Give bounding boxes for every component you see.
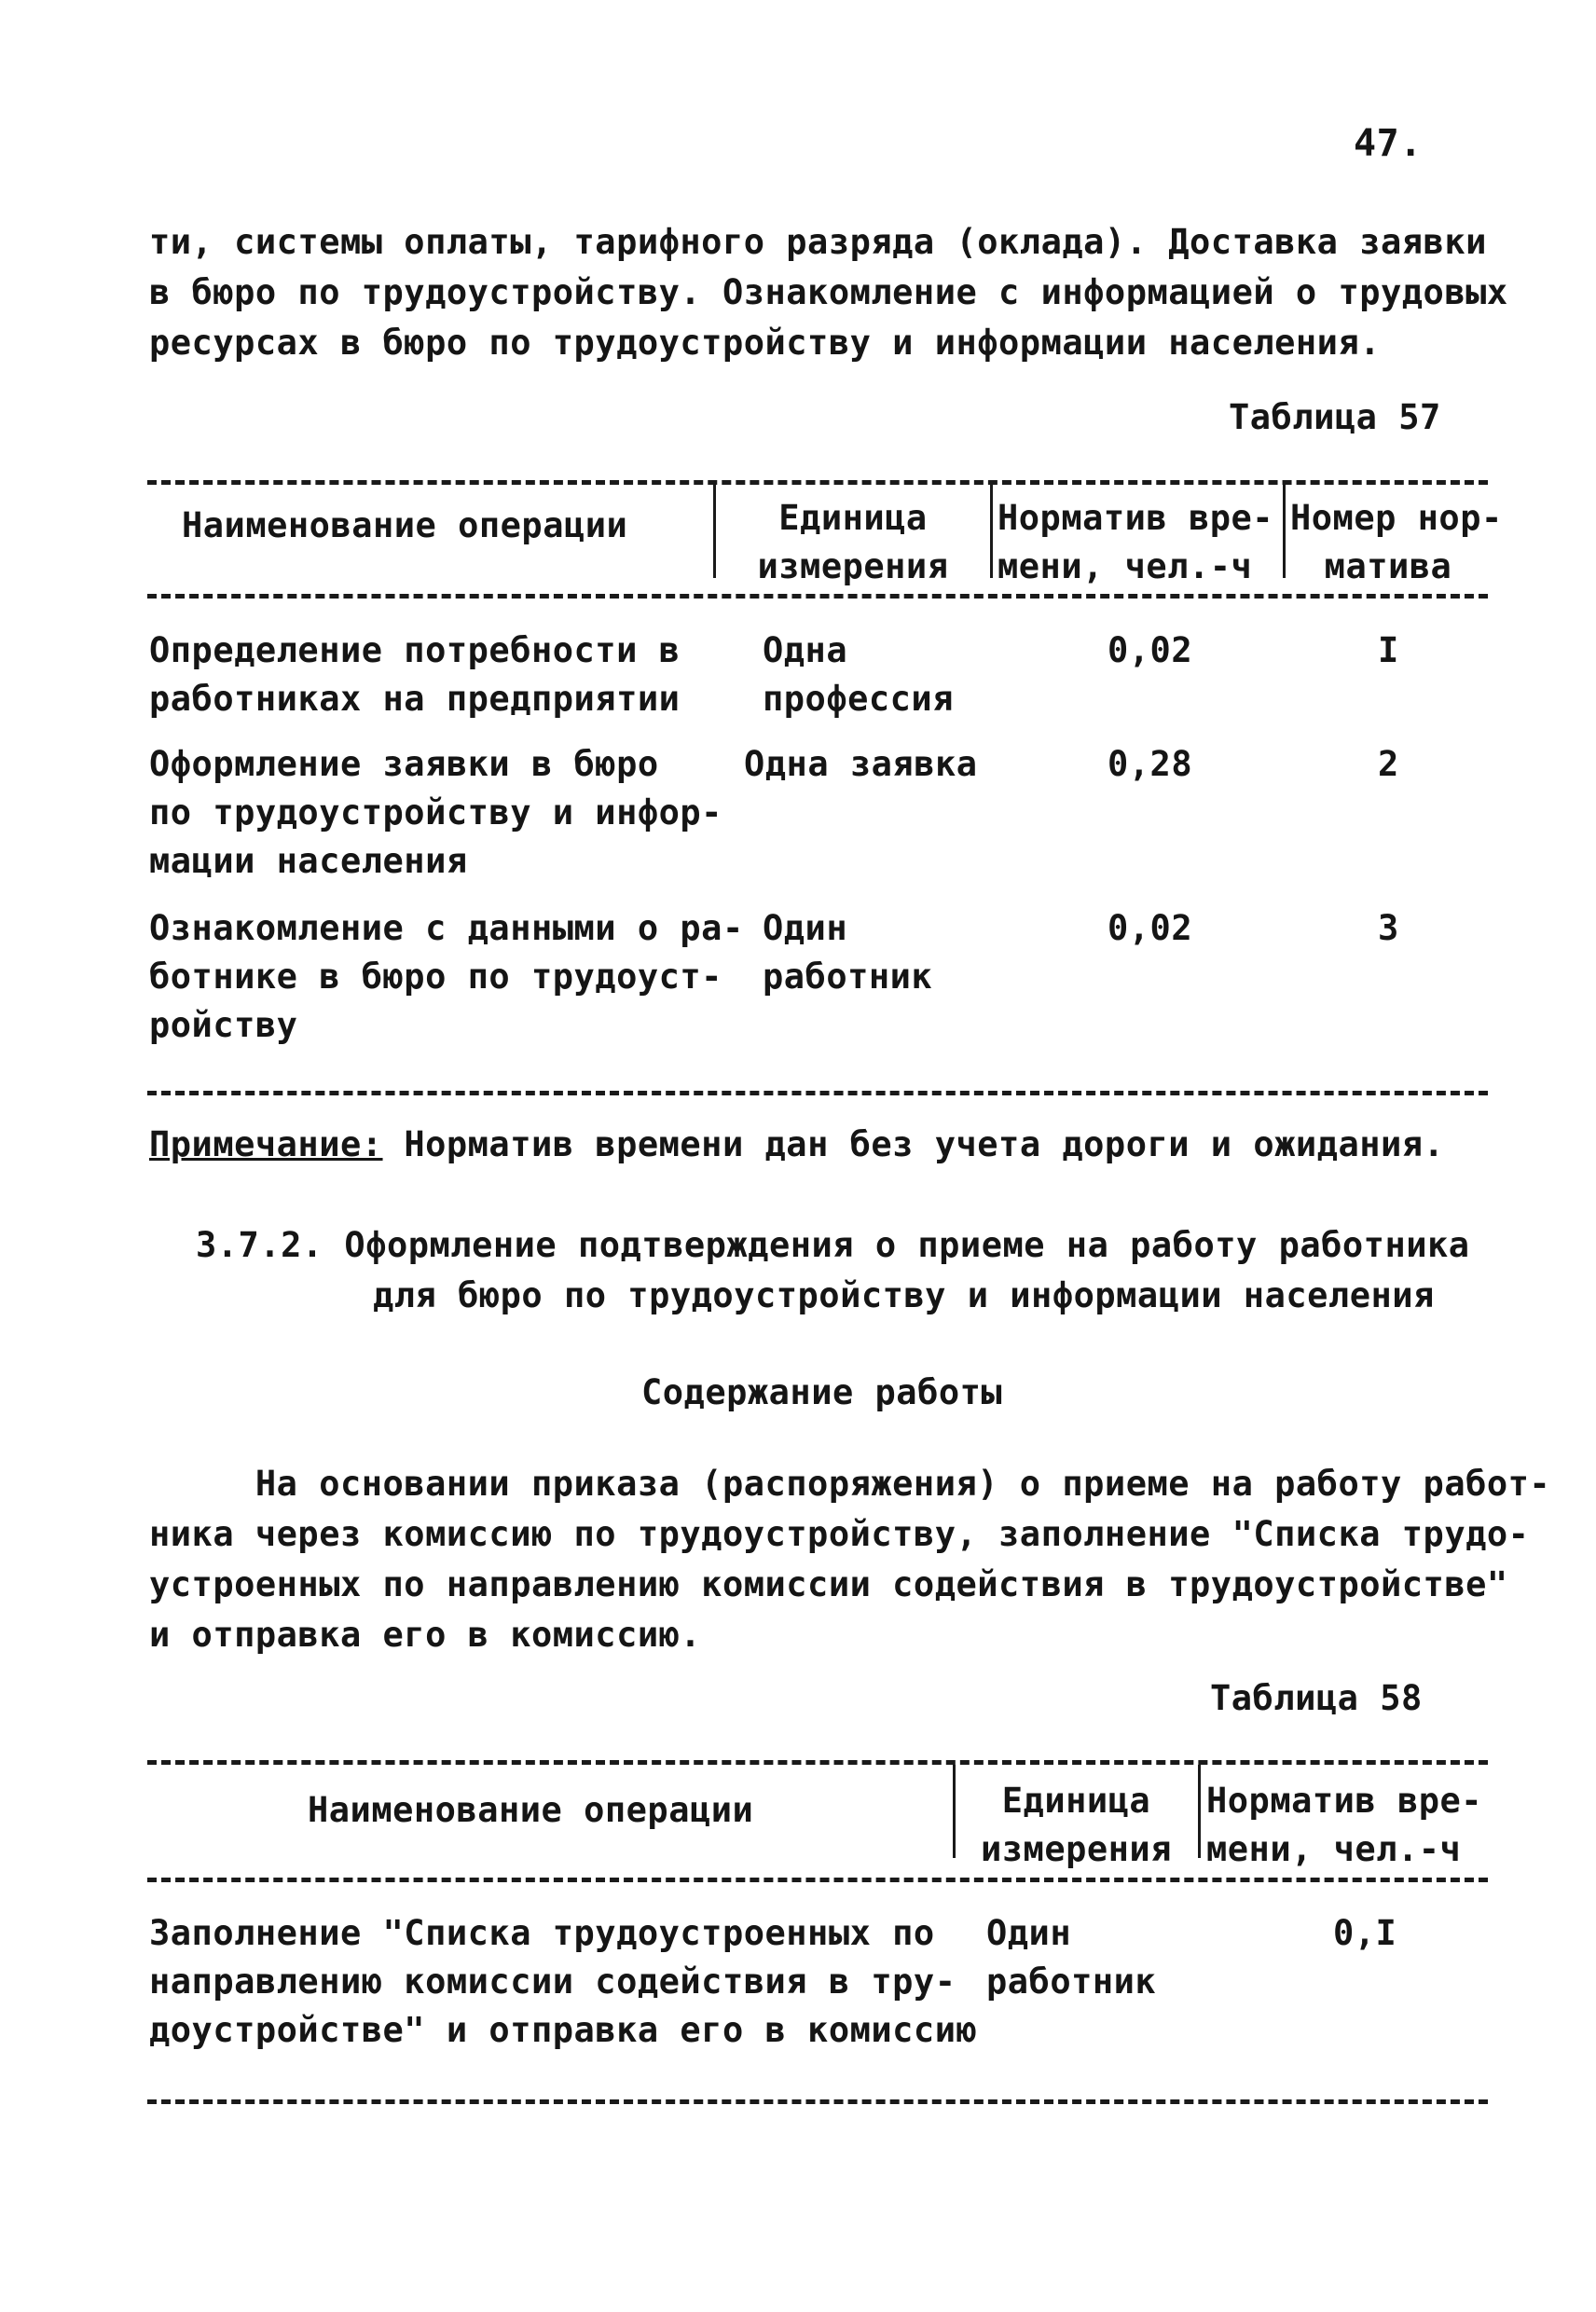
table58-header-name: Наименование операции [308,1790,754,1830]
content-heading: Содержание работы [641,1372,1003,1412]
table57-row2-number: 2 [1378,744,1399,784]
table58-col-divider [953,1765,956,1858]
table57-row3-unit: работник [763,956,933,997]
table57-row3-name: ботнике в бюро по трудоуст- [149,956,722,997]
note-label: Примечание: [149,1124,383,1164]
content-line: и отправка его в комиссию. [149,1615,702,1655]
section-title-continued: для бюро по трудоустройству и информации населения [373,1275,1435,1315]
table58-caption: Таблица 58 [1210,1678,1423,1718]
table57-row1-number: I [1378,630,1399,670]
intro-line: ти, системы оплаты, тарифного разряда (оклада). Доставка заявки [149,222,1487,262]
table57-row1-name: Определение потребности в [149,630,681,670]
table58-col-divider [1198,1765,1201,1858]
table58-header-unit: измерения [981,1829,1172,1869]
table57-note [149,1121,1444,1169]
table57-row3-unit: Один [763,908,848,948]
table57-row2-norm: 0,28 [1108,744,1193,784]
table57-row3-name: ройству [149,1005,298,1045]
table57-row1-norm: 0,02 [1108,630,1193,670]
table57-row1-unit: Одна [763,630,848,670]
intro-line: ресурсах в бюро по трудоустройству и информации населения. [149,323,1382,363]
table58-row1-unit: Один [986,1913,1072,1953]
table57-top-rule [147,480,1488,485]
table57-header-norm: Норматив вре- [998,498,1274,538]
table58-row1-unit: работник [986,1961,1157,2002]
table58-row1-name: Заполнение "Списка трудоустроенных по [149,1913,935,1953]
table58-bottom-rule [147,2099,1488,2104]
table57-row2-name: Оформление заявки в бюро [149,744,659,784]
table57-header-name: Наименование операции [182,505,628,545]
table57-bottom-rule [147,1091,1488,1095]
table57-col-divider [990,485,993,578]
section-title: 3.7.2. Оформление подтверждения о приеме на работу работника [196,1225,1470,1265]
table57-col-divider [1283,485,1286,578]
note-text: Норматив времени дан без учета дороги и ожидания. [382,1124,1445,1164]
table58-top-rule [147,1760,1488,1765]
table58-row1-norm: 0,I [1333,1913,1397,1953]
intro-line: в бюро по трудоустройству. Ознакомление с информацией о трудовых [149,272,1508,312]
table57-col-divider [713,485,716,578]
table57-header-unit: Единица [778,498,928,538]
table58-row1-name: доустройстве" и отправка его в комиссию [149,2010,978,2050]
table57-row2-unit: Одна заявка [744,744,978,784]
table57-caption: Таблица 57 [1229,397,1441,437]
page-number: 47. [1354,122,1423,165]
table57-header-number: Номер нор- [1290,498,1503,538]
table57-row2-name: по трудоустройству и инфор- [149,792,722,833]
content-line: устроенных по направлению комиссии содействия в трудоустройстве" [149,1564,1508,1604]
content-line: ника через комиссию по трудоустройству, заполнение "Списка трудо- [149,1514,1530,1554]
table58-header-norm: Норматив вре- [1206,1781,1483,1821]
table57-row1-unit: профессия [763,679,954,719]
table58-header-unit: Единица [1001,1781,1151,1821]
table57-row3-number: 3 [1378,908,1399,948]
content-line: На основании приказа (распоряжения) о приеме на работу работ- [149,1464,1551,1504]
table58-header-norm: мени, чел.-ч [1206,1829,1462,1869]
table58-header-rule [147,1878,1488,1882]
table57-row1-name: работниках на предприятии [149,679,681,719]
table58-row1-name: направлению комиссии содействия в тру- [149,1961,956,2002]
table57-row3-norm: 0,02 [1108,908,1193,948]
table57-header-number: матива [1324,546,1452,586]
table57-header-rule [147,594,1488,599]
table57-header-unit: измерения [757,546,949,586]
table57-row2-name: мации населения [149,841,468,881]
table57-row3-name: Ознакомление с данными о ра- [149,908,744,948]
table57-header-norm: мени, чел.-ч [998,546,1253,586]
